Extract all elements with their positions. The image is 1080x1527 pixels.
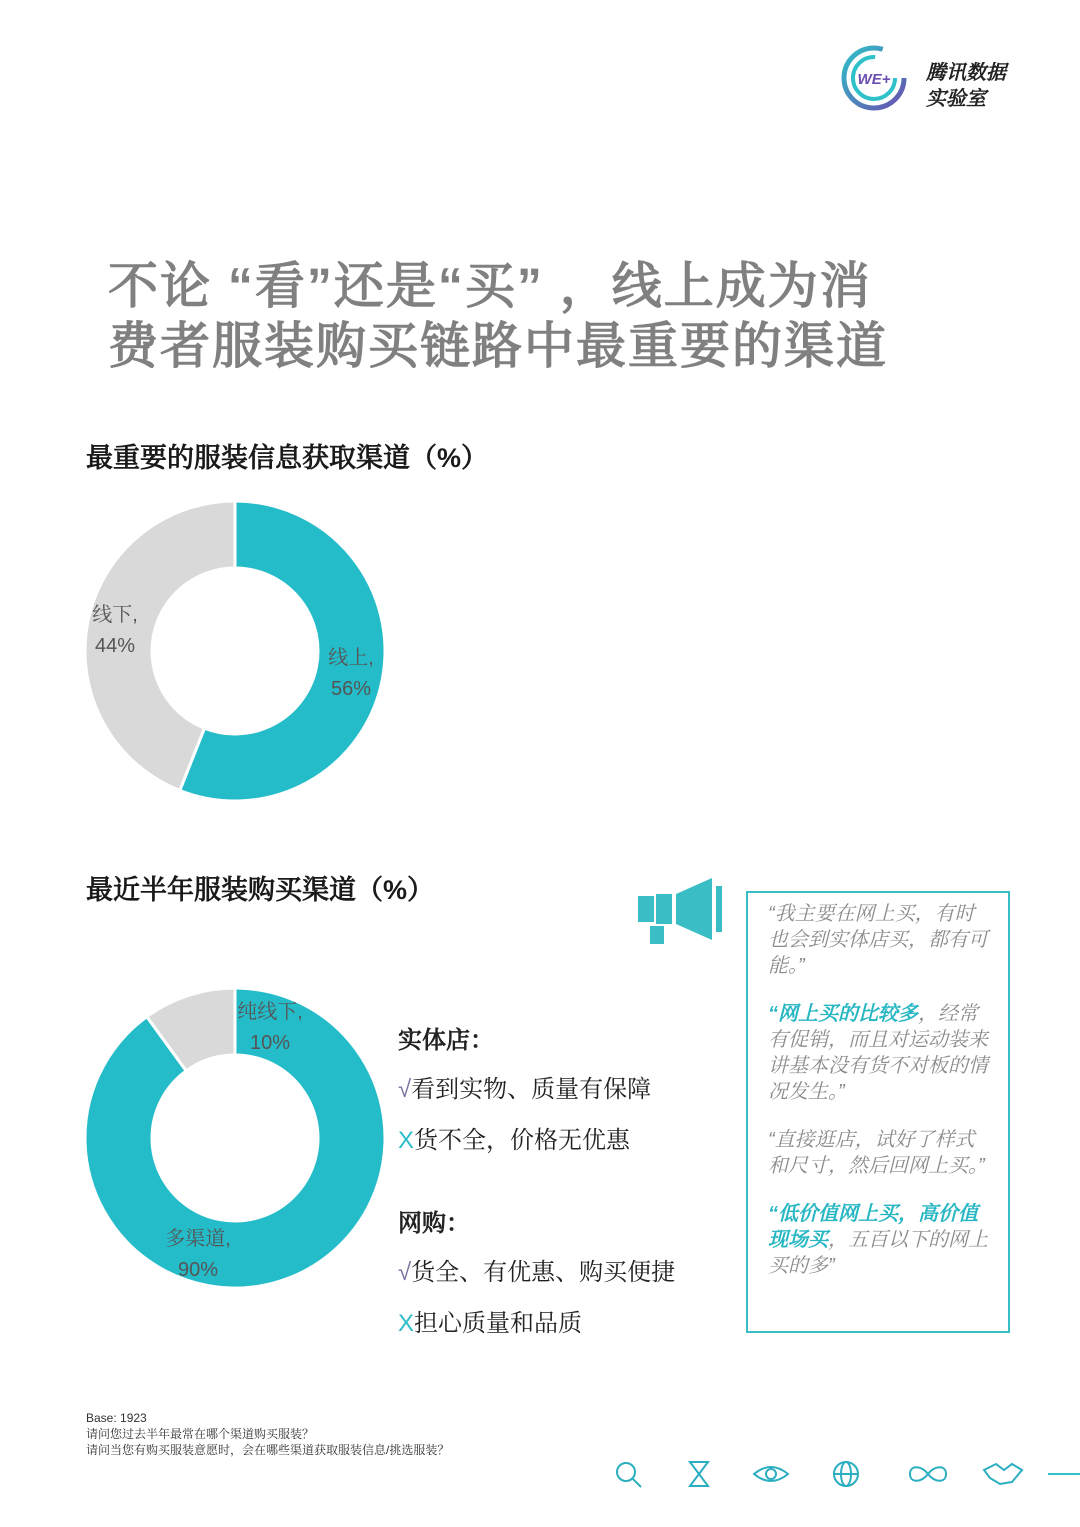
megaphone-icon (636, 876, 726, 948)
store-pro-text: 看到实物、质量有保障 (411, 1076, 652, 1103)
online-points (398, 1203, 728, 1354)
globe-icon (834, 1462, 858, 1486)
chart1-title: 最重要的服装信息获取渠道（%） (86, 443, 489, 473)
chart1-label-online-name: 线上, (328, 647, 374, 669)
infinity-icon (910, 1467, 946, 1481)
online-con (398, 1303, 728, 1338)
quote-2-rest: ，经常有促销，而且对运动装来讲基本没有货不对板的情况发生。” (768, 1003, 988, 1103)
eye-icon (754, 1467, 788, 1481)
cross-mark: X (398, 1310, 415, 1337)
check-mark: √ (398, 1259, 412, 1286)
quote-4-highlight: “低价值网上买，高价值现场买 (768, 1203, 978, 1251)
online-pro (398, 1252, 728, 1287)
chart1-label-offline-name: 线下, (92, 604, 138, 626)
store-pro (398, 1069, 728, 1104)
chart1-label-offline (70, 600, 160, 662)
footnote-question-2: 请问当您有购买服装意愿时，会在哪些渠道获取服装信息/挑选服装？ (86, 1443, 450, 1457)
logo-ring-icon (838, 42, 918, 114)
footnote-question-1: 请问您过去半年最常在哪个渠道购买服装？ (86, 1427, 315, 1441)
online-con-text: 担心质量和品质 (414, 1310, 583, 1337)
online-pro-text: 货全、有优惠、购买便捷 (411, 1259, 676, 1286)
headline-line1: 不论 “看”还是“买” ，线上成为消 (108, 258, 872, 314)
store-points (398, 1020, 728, 1171)
chart1-label-online-value: 56% (330, 678, 372, 700)
headline-line2: 费者服装购买链路中最重要的渠道 (108, 318, 888, 374)
online-points-head: 网购： (398, 1210, 470, 1237)
chart2-label-multi (150, 1224, 246, 1286)
footnote-base: Base: 1923 (86, 1411, 147, 1425)
chart2-label-multi-value: 90% (177, 1259, 219, 1281)
cross-mark: X (398, 1127, 415, 1154)
handshake-icon (984, 1464, 1022, 1484)
chart1-label-online (306, 643, 396, 705)
chart2-label-offline (222, 997, 318, 1059)
hourglass-icon (690, 1462, 708, 1486)
chart2-label-offline-name: 纯线下, (237, 1001, 303, 1023)
logo-badge-text: WE+ (857, 71, 891, 88)
chart2-label-multi-name: 多渠道, (165, 1228, 231, 1250)
bottom-icon-bar (0, 1460, 1080, 1500)
quote-box (746, 891, 1010, 1333)
quote-3: “直接逛店，试好了样式和尺寸，然后回网上买。” (768, 1129, 985, 1177)
quote-4-rest: ，五百以下的网上买的多” (768, 1229, 988, 1277)
store-points-head: 实体店： (398, 1027, 494, 1054)
chart2-label-offline-value: 10% (249, 1032, 291, 1054)
quote-2-highlight: “网上买的比较多 (768, 1003, 918, 1025)
brand-logo (838, 42, 1018, 114)
chart1-label-offline-value: 44% (94, 635, 136, 657)
logo-text-line1: 腾讯数据 (926, 62, 1006, 84)
quote-2 (768, 1001, 994, 1105)
chart2-title: 最近半年服装购买渠道（%） (86, 875, 435, 905)
check-mark: √ (398, 1076, 412, 1103)
store-con (398, 1120, 728, 1155)
quote-1: “我主要在网上买，有时也会到实体店买，都有可能。” (768, 903, 988, 977)
quote-4 (768, 1201, 994, 1279)
search-icon (617, 1463, 641, 1487)
store-con-text: 货不全，价格无优惠 (414, 1127, 631, 1154)
logo-text-line2: 实验室 (926, 88, 986, 110)
